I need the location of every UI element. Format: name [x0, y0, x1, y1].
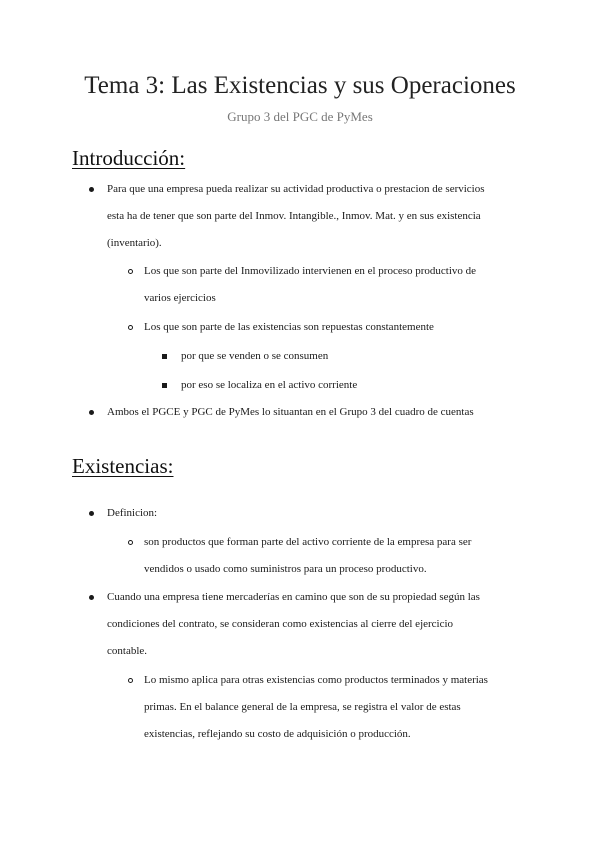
- list-item-text: contable.: [107, 645, 148, 657]
- list-bullet: [128, 667, 133, 694]
- list-bullet: [162, 372, 167, 399]
- list-item-text: Los que son parte del Inmovilizado intervienen en el proceso productivo de: [144, 265, 477, 277]
- list-item-text: son productos que forman parte del activo corriente de la empresa para ser: [144, 536, 472, 548]
- list-bullet: [89, 500, 94, 527]
- list-item-text: existencias, reflejando su costo de adquisición o producción.: [144, 728, 411, 740]
- list-item-text: por que se venden o se consumen: [181, 350, 329, 362]
- list-item-text: Cuando una empresa tiene mercaderías en camino que son de su propiedad según las: [107, 591, 480, 603]
- list-item-text: vendidos o usado como suministros para un proceso productivo.: [144, 563, 427, 575]
- list-bullet: [89, 176, 94, 203]
- list-item-text: condiciones del contrato, se consideran como existencias al cierre del ejercicio: [107, 618, 454, 630]
- list-item-text: Los que son parte de las existencias son repuestas constantemente: [144, 321, 434, 333]
- list-item-text: esta ha de tener que son parte del Inmov. Intangible., Inmov. Mat. y en sus existencia: [107, 210, 481, 222]
- list-item-text: Ambos el PGCE y PGC de PyMes lo situantan en el Grupo 3 del cuadro de cuentas: [107, 406, 474, 418]
- list-bullet: [128, 314, 133, 341]
- list-bullet: [162, 343, 167, 370]
- list-bullet: [128, 258, 133, 285]
- list-item-text: primas. En el balance general de la empresa, se registra el valor de estas: [144, 701, 461, 713]
- list-item-text: Lo mismo aplica para otras existencias como productos terminados y materias: [144, 674, 488, 686]
- document-title: Tema 3: Las Existencias y sus Operaciones: [84, 72, 516, 99]
- list-item-text: Para que una empresa pueda realizar su actividad productiva o prestacion de servicios: [107, 183, 485, 195]
- list-bullet: [128, 529, 133, 556]
- section-heading-existencias: Existencias:: [72, 454, 174, 478]
- list-bullet: [89, 584, 94, 611]
- list-item-text: varios ejercicios: [144, 292, 216, 304]
- list-bullet: [89, 399, 94, 426]
- list-item-text: Definicion:: [107, 507, 158, 519]
- document-subtitle: Grupo 3 del PGC de PyMes: [227, 109, 373, 124]
- list-item-text: por eso se localiza en el activo corriente: [181, 379, 358, 391]
- list-item-text: (inventario).: [107, 237, 162, 249]
- section-heading-introduccion: Introducción:: [72, 146, 186, 170]
